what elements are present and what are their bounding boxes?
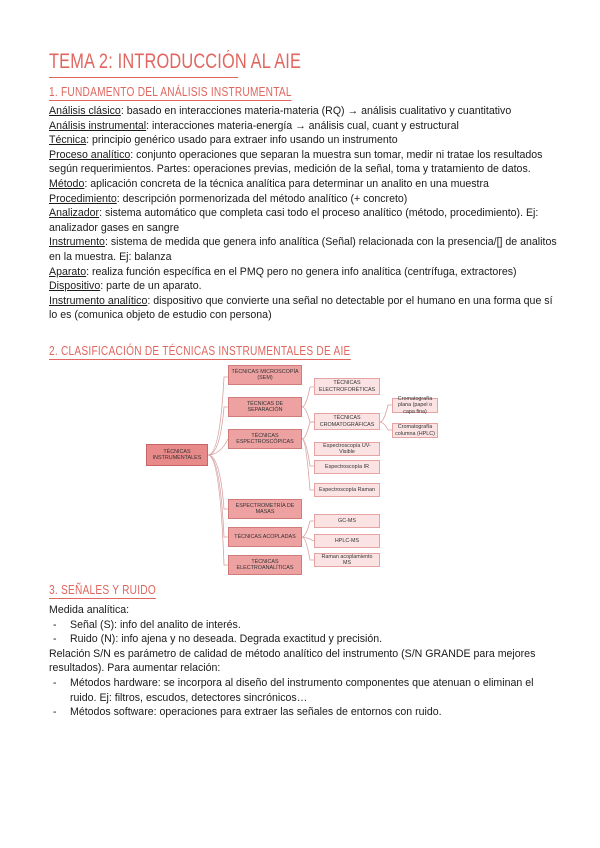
- definition-term: Instrumento: [49, 236, 105, 249]
- definition-term: Instrumento analítico: [49, 294, 148, 307]
- definition-text: : dispositivo que convierte una señal no detectable por el humano en una forma que sí lo es (comunica objeto de estudio con persona): [49, 294, 553, 322]
- signals-intro: Medida analítica:: [49, 604, 130, 616]
- definition-text: : descripción pormenorizada del método analítico (+ concreto): [116, 192, 408, 205]
- definition-text: : sistema de medida que genera info analítica (Señal) relacionada con la presencia/[] de analitos en la muestra. Ej: balanza: [49, 236, 557, 263]
- connector-electroforeticas: [302, 387, 314, 407]
- node-crom-plana: Cromatografía plana (papel o capa fina): [392, 398, 438, 413]
- definition-text: : aplicación concreta de la técnica analítica para determinar un analito en una muestra: [84, 177, 489, 190]
- node-masas: ESPECTROMETRÍA DE MASAS: [228, 499, 302, 519]
- definition-item: [49, 192, 559, 207]
- section-1-heading-text: 1. FUNDAMENTO DEL ANÁLISIS INSTRUMENTAL: [49, 84, 292, 99]
- node-electroforeticas: TÉCNICAS ELECTROFORÉTICAS: [314, 378, 380, 395]
- connector-crom-plana: [380, 405, 392, 422]
- definition-item: [49, 119, 559, 134]
- definition-term: Aparato: [49, 265, 87, 278]
- definition-item: [49, 279, 559, 294]
- node-microscopia: TÉCNICAS MICROSCOPÍA (SEM): [228, 365, 302, 385]
- node-crom-columna: Cromatografía columna (HPLC): [392, 423, 438, 438]
- definition-item: [49, 177, 559, 192]
- page-title: TEMA 2: INTRODUCCIÓN AL AIE: [49, 50, 302, 73]
- definition-item: [49, 104, 559, 119]
- connector-espectroscopicas: [208, 439, 228, 455]
- definition-item: [49, 265, 559, 280]
- connector-hplcms: [302, 537, 314, 541]
- node-espectroscopicas: TÉCNICAS ESPECTROSCÓPICAS: [228, 429, 302, 449]
- list-item: - Ruido (N): info ajena y no deseada. Degrada exactitud y precisión.: [49, 632, 559, 647]
- definition-term: Técnica: [49, 134, 87, 147]
- definition-text: : principio genérico usado para extraer info usando un instrumento: [86, 134, 398, 147]
- node-cromatograficas: TÉCNICAS CROMATOGRÁFICAS: [314, 413, 380, 430]
- connector-gcms: [302, 521, 314, 537]
- connector-separacion: [208, 407, 228, 455]
- node-hplcms: HPLC-MS: [314, 534, 380, 548]
- signals-block: [49, 603, 559, 720]
- definition-term: Procedimiento: [49, 192, 117, 205]
- classification-diagram: [140, 360, 440, 580]
- list-item: - Señal (S): info del analito de interés.: [49, 618, 559, 633]
- node-gcms: GC-MS: [314, 514, 380, 528]
- section-1-heading: [49, 84, 292, 101]
- definition-text: : realiza función específica en el PMQ pero no genera info analítica (centrífuga, extractores): [86, 265, 517, 278]
- definition-item: [49, 148, 559, 177]
- diagram-connectors: [140, 360, 440, 580]
- connector-electroanaliticas: [208, 455, 228, 565]
- signals-list: [49, 618, 559, 647]
- connector-uv: [302, 422, 314, 439]
- list-item: - Métodos hardware: se incorpora al diseño del instrumento componentes que atenuan o eliminan el ruido. Ej: filtros, escudos, detectores sincrónicos…: [49, 676, 559, 705]
- definition-term: Proceso analítico: [49, 148, 131, 161]
- node-ir: Espectroscopía IR: [314, 460, 380, 474]
- connector-crom-columna: [380, 422, 392, 430]
- definition-text: : conjunto operaciones que separan la muestra sun tomar, medir ni tratae los resultados según requerimientos. Partes: operaciones previas, medición de la señal, toma y tratamiento de datos.: [49, 148, 543, 176]
- node-uv-visible: Espectroscopía UV-Visible: [314, 442, 380, 456]
- node-separacion: TÉCNICAS DE SEPARACIÓN: [228, 397, 302, 417]
- section-2-heading-text: 2. CLASIFICACIÓN DE TÉCNICAS INSTRUMENTALES DE AIE: [49, 343, 351, 358]
- definition-term: Método: [49, 177, 85, 190]
- definition-text: : interacciones materia-energía → análisis cual, cuant y estructural: [146, 119, 459, 132]
- connector-raman: [302, 439, 314, 490]
- section-2-heading: [49, 343, 351, 360]
- section-3-heading-text: 3. SEÑALES Y RUIDO: [49, 582, 156, 597]
- node-electroanaliticas: TÉCNICAS ELECTROANALÍTICAS: [228, 555, 302, 575]
- definition-item: [49, 133, 559, 148]
- section-3-rule: [49, 598, 156, 599]
- definition-text: : sistema automático que completa casi todo el proceso analítico (método, procedimiento). Ej: analizador gases en sangre: [49, 207, 539, 234]
- node-raman: Espectroscopía Raman: [314, 483, 380, 497]
- list-item: - Métodos software: operaciones para extraer las señales de entornos con ruido.: [49, 705, 559, 720]
- title-underline: [49, 77, 238, 78]
- definition-item: [49, 294, 559, 323]
- connector-ir: [302, 439, 314, 466]
- node-acopladas: TÉCNICAS ACOPLADAS: [228, 527, 302, 547]
- methods-list: [49, 676, 559, 720]
- connector-cromatograficas: [302, 407, 314, 422]
- definition-text: : parte de un aparato.: [100, 280, 202, 293]
- node-raman-ms: Raman acoplamiento MS: [314, 553, 380, 567]
- definition-text: : basado en interacciones materia-materia (RQ) → análisis cualitativo y cuantitativo: [120, 105, 512, 117]
- definition-term: Analizador: [49, 207, 100, 220]
- definition-item: [49, 206, 559, 235]
- signals-relation: Relación S/N es parámetro de calidad de método analítico del instrumento (S/N GRANDE para mejores resultados). Para aumentar relación:: [49, 647, 536, 675]
- section-3-heading: [49, 582, 156, 599]
- definition-term: Dispositivo: [49, 280, 101, 293]
- definitions-block: [49, 104, 559, 323]
- definition-term: Análisis instrumental: [49, 119, 147, 132]
- section-1-rule: [49, 100, 292, 101]
- definition-term: Análisis clásico: [49, 105, 121, 117]
- definition-item: [49, 235, 559, 264]
- node-root: TÉCNICAS INSTRUMENTALES: [146, 444, 208, 466]
